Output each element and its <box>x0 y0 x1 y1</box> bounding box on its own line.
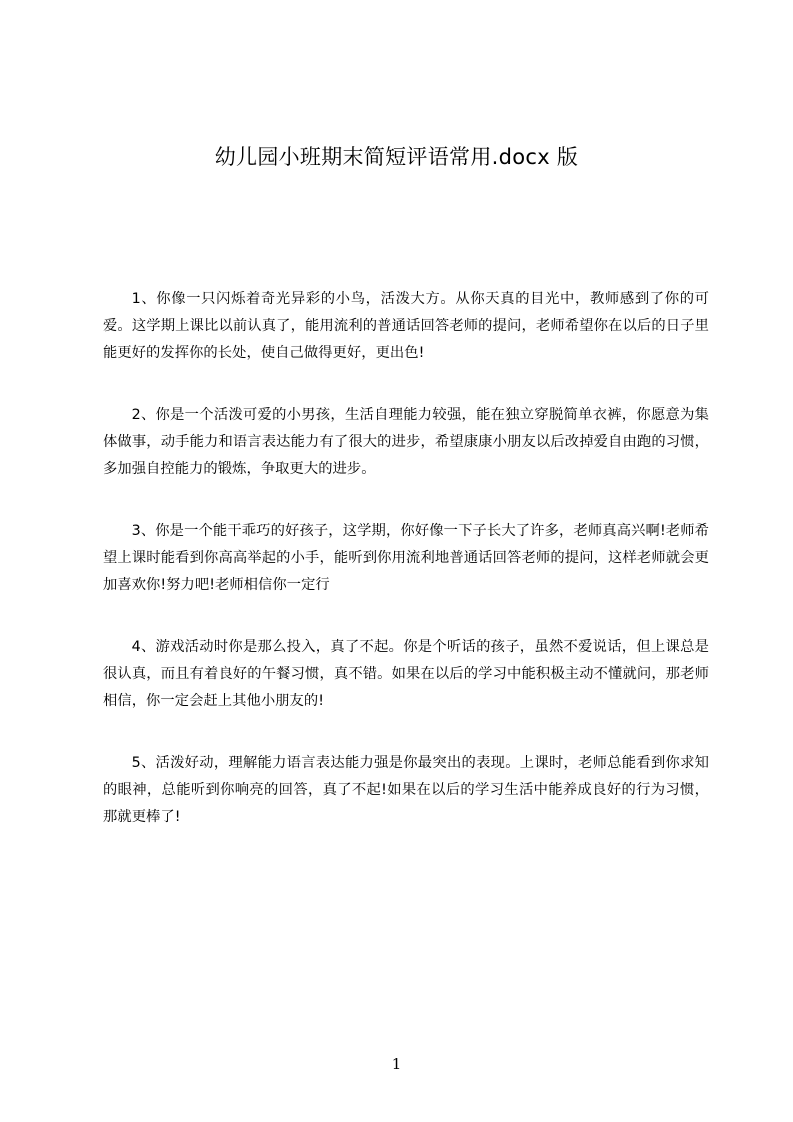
comment-paragraph-5: 5、活泼好动，理解能力语言表达能力强是你最突出的表现。上课时，老师总能看到你求知的眼神，总能听到你响亮的回答，真了不起!如果在以后的学习生活中能养成良好的行为习惯，那就更棒了! <box>103 755 709 825</box>
comment-paragraph-4: 4、游戏活动时你是那么投入，真了不起。你是个听话的孩子，虽然不爱说话，但上课总是很认真，而且有着良好的午餐习惯，真不错。如果在以后的学习中能积极主动不懂就问，那老师相信，你一定会赶上其他小朋友的! <box>103 639 709 709</box>
comment-paragraph-3: 3、你是一个能干乖巧的好孩子，这学期，你好像一下子长大了许多，老师真高兴啊!老师希望上课时能看到你高高举起的小手，能听到你用流利地普通话回答老师的提问，这样老师就会更加喜欢你!努力吧!老师相信你一定行 <box>103 523 709 593</box>
document-title: 幼儿园小班期末简短评语常用.docx 版 <box>214 145 579 169</box>
page-number: 1 <box>391 1055 402 1073</box>
comment-paragraph-2: 2、你是一个活泼可爱的小男孩，生活自理能力较强，能在独立穿脱简单衣裤，你愿意为集体做事，动手能力和语言表达能力有了很大的进步，希望康康小朋友以后改掉爱自由跑的习惯，多加强自控能力的锻炼，争取更大的进步。 <box>103 407 709 477</box>
comment-paragraph-1: 1、你像一只闪烁着奇光异彩的小鸟，活泼大方。从你天真的目光中，教师感到了你的可爱。这学期上课比以前认真了，能用流利的普通话回答老师的提问，老师希望你在以后的日子里能更好的发挥你的长处，使自己做得更好，更出色! <box>103 291 709 361</box>
document-body <box>103 286 709 866</box>
